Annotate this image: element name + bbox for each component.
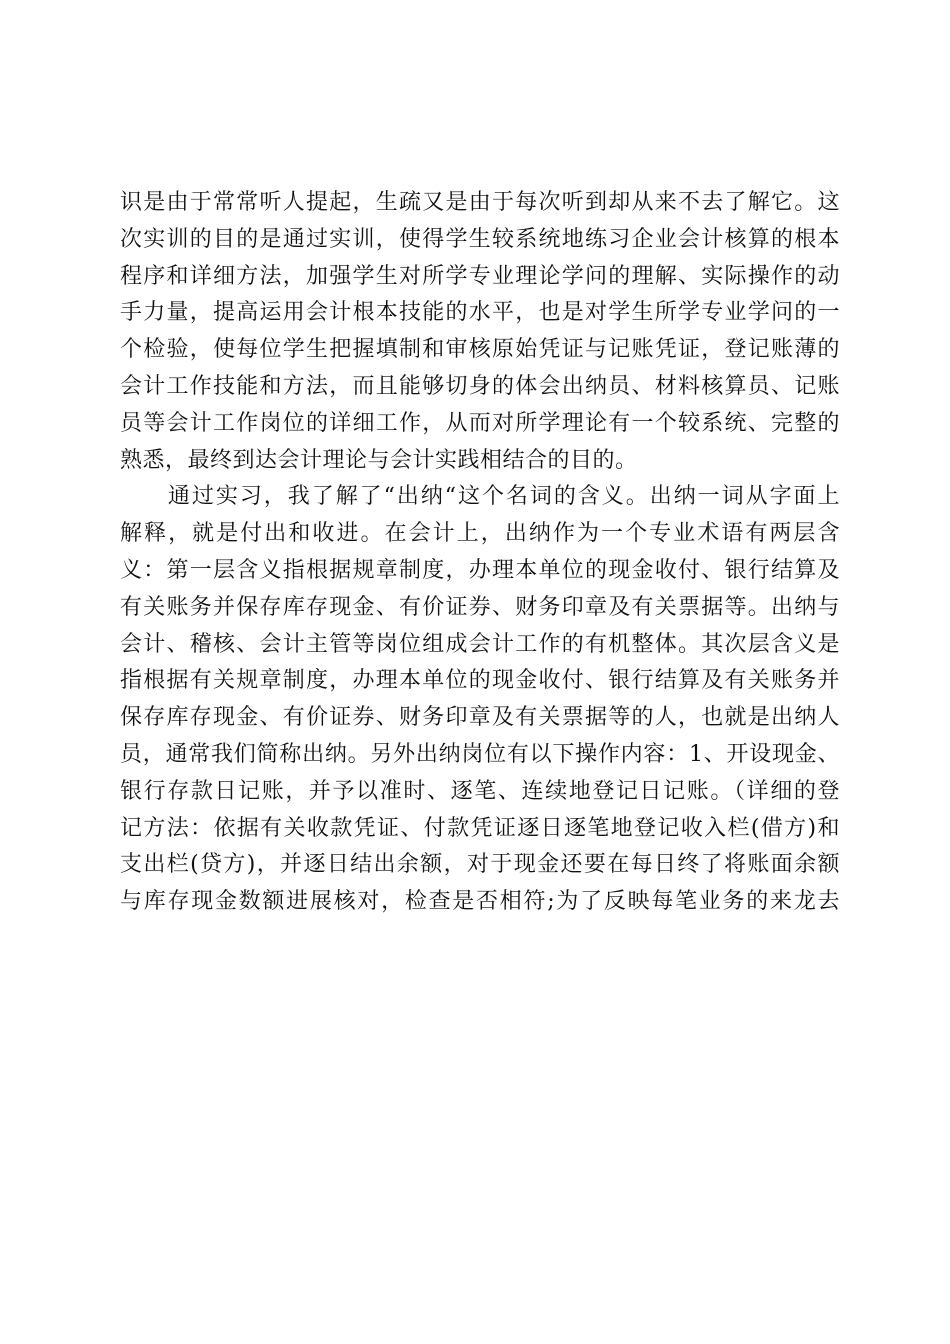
paragraph-2	[120, 479, 840, 921]
text-line: 会计工作技能和方法，而且能够切身的体会出纳员、材料核算员、记账	[120, 373, 840, 399]
text-line: 银行存款日记账，并予以准时、逐笔、连续地登记日记账。（详细的登	[120, 778, 840, 804]
text-line: 熟悉，最终到达会计理论与会计实践相结合的目的。	[120, 447, 638, 473]
text-line: 有关账务并保存库存现金、有价证券、财务印章及有关票据等。出纳与	[120, 594, 840, 620]
text-line: 指根据有关规章制度，办理本单位的现金收付、银行结算及有关账务并	[120, 668, 840, 694]
text-line: 识是由于常常听人提起，生疏又是由于每次听到却从来不去了解它。这	[120, 190, 840, 215]
text-line: 程序和详细方法，加强学生对所学专业理论学问的理解、实际操作的动	[120, 263, 840, 289]
text-line: 与库存现金数额进展核对，检查是否相符;为了反映每笔业务的来龙去	[120, 889, 840, 915]
text-line: 支出栏(贷方)，并逐日结出余额，对于现金还要在每日终了将账面余额	[120, 852, 840, 878]
text-line: 义：第一层含义指根据规章制度，办理本单位的现金收付、银行结算及	[120, 557, 840, 583]
paragraph-1	[120, 185, 840, 479]
text-line: 会计、稽核、会计主管等岗位组成会计工作的有机整体。其次层含义是	[120, 631, 840, 657]
text-line: 通过实习，我了解了“出纳“这个名词的含义。出纳一词从字面上	[120, 484, 840, 510]
body-text	[120, 185, 840, 921]
text-line: 次实训的目的是通过实训，使得学生较系统地练习企业会计核算的根本	[120, 226, 840, 252]
text-line: 个检验，使每位学生把握填制和审核原始凭证与记账凭证，登记账薄的	[120, 337, 840, 363]
text-line: 保存库存现金、有价证券、财务印章及有关票据等的人，也就是出纳人	[120, 705, 840, 731]
text-line: 员等会计工作岗位的详细工作，从而对所学理论有一个较系统、完整的	[120, 410, 840, 436]
text-line: 解释，就是付出和收进。在会计上，出纳作为一个专业术语有两层含	[120, 521, 840, 547]
text-line: 手力量，提高运用会计根本技能的水平，也是对学生所学专业学问的一	[120, 300, 840, 326]
text-line: 员，通常我们简称出纳。另外出纳岗位有以下操作内容：1、开设现金、	[120, 741, 840, 767]
text-line: 记方法：依据有关收款凭证、付款凭证逐日逐笔地登记收入栏(借方)和	[120, 815, 840, 841]
